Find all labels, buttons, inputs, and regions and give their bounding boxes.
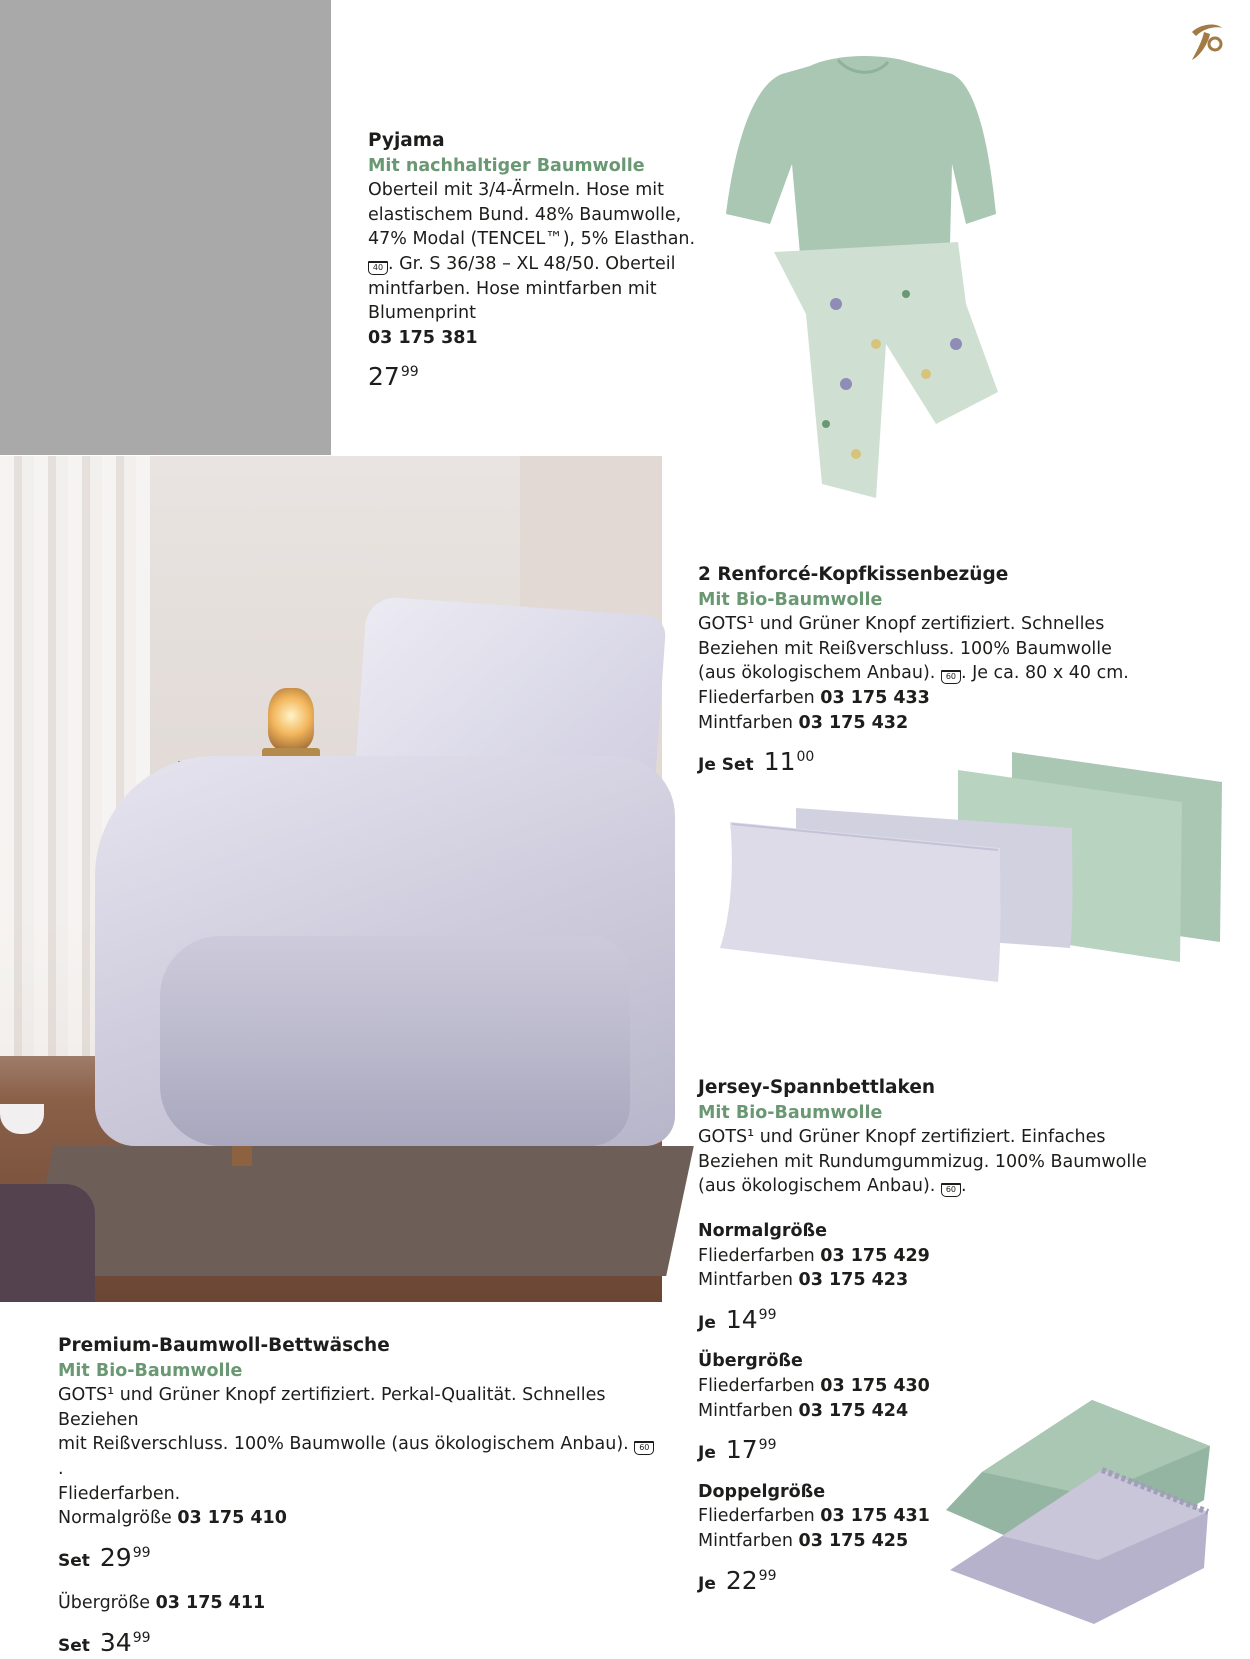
jersey-variant-art: 03 175 431 <box>820 1506 930 1527</box>
cup <box>0 1104 44 1134</box>
jersey-origin-line <box>698 1174 1228 1199</box>
pillows-image <box>712 752 1232 988</box>
bettwaesche-normal-price <box>58 1539 658 1574</box>
lamp <box>268 688 314 750</box>
pyjama-block <box>368 129 698 391</box>
kissen-variant <box>698 686 1218 711</box>
jersey-variant <box>698 1244 1228 1269</box>
kissen-size: . Je ca. 80 x 40 cm. <box>960 663 1129 684</box>
jersey-price <box>698 1301 1228 1336</box>
gray-panel <box>0 0 331 455</box>
jersey-price-prefix: Je <box>698 1312 716 1333</box>
jersey-size-name: Doppelgröße <box>698 1481 826 1502</box>
kissen-block <box>698 563 1218 778</box>
jersey-variant-label: Fliederfarben <box>698 1375 815 1396</box>
pyjama-subtitle: Mit nachhaltiger Baumwolle <box>368 155 645 176</box>
bettwaesche-ueber-price <box>58 1624 658 1659</box>
jersey-variant-art: 03 175 425 <box>798 1530 909 1551</box>
bettwaesche-normal-prefix: Set <box>58 1550 90 1571</box>
jersey-size-name: Übergröße <box>698 1351 803 1372</box>
jersey-price-prefix: Je <box>698 1443 716 1464</box>
bettwaesche-ueber-cents: 99 <box>132 1629 151 1646</box>
kissen-variant-label: Fliederfarben <box>698 687 815 708</box>
kissen-variant-label: Mintfarben <box>698 712 793 733</box>
bettwaesche-title: Premium-Baumwoll-Bettwäsche <box>58 1335 390 1356</box>
jersey-price-cents: 99 <box>758 1567 777 1584</box>
duvet-fold <box>160 936 630 1146</box>
bettwaesche-ueber <box>58 1591 658 1616</box>
jersey-title: Jersey-Spannbettlaken <box>698 1077 936 1098</box>
pyjama-size-line <box>368 252 698 277</box>
jersey-origin-end: . <box>960 1176 967 1197</box>
kissen-title: 2 Renforcé-Kopfkissenbezüge <box>698 564 1009 585</box>
bettwaesche-normal-art: 03 175 410 <box>177 1508 287 1529</box>
kissen-variant-art: 03 175 433 <box>820 687 930 708</box>
kissen-price-prefix: Je Set <box>698 755 754 776</box>
kissen-origin: (aus ökologischem Anbau). <box>698 663 941 684</box>
wash-60-icon: 60 <box>941 1183 961 1197</box>
bettwaesche-normal <box>58 1506 658 1531</box>
kissen-subtitle: Mit Bio-Baumwolle <box>698 589 883 610</box>
jersey-subtitle: Mit Bio-Baumwolle <box>698 1102 883 1123</box>
kissen-size-line <box>698 661 1218 686</box>
jersey-variant-art: 03 175 424 <box>798 1400 909 1421</box>
pyjama-article-number: 03 175 381 <box>368 327 478 348</box>
bettwaesche-ueber-label: Übergröße <box>58 1593 150 1614</box>
stool <box>0 1184 95 1302</box>
fitted-sheets-image <box>942 1400 1222 1624</box>
jersey-price-prefix: Je <box>698 1573 716 1594</box>
bettwaesche-ueber-main: 34 <box>99 1627 132 1657</box>
brand-logo-icon <box>1186 22 1226 64</box>
jersey-variant <box>698 1268 1228 1293</box>
wash-60-icon: 60 <box>634 1441 654 1455</box>
pyjama-image <box>726 44 1022 498</box>
kissen-variant <box>698 711 1218 736</box>
jersey-description: GOTS¹ und Grüner Knopf zertifiziert. Einfaches Beziehen mit Rundumgummizug. 100% Baumwolle <box>698 1127 1147 1172</box>
bedroom-image <box>0 456 662 1302</box>
bettwaesche-ueber-art: 03 175 411 <box>155 1593 266 1614</box>
pyjama-title: Pyjama <box>368 130 445 151</box>
bettwaesche-origin: mit Reißverschluss. 100% Baumwolle (aus ökologischem Anbau). <box>58 1434 635 1455</box>
jersey-variant-label: Mintfarben <box>698 1530 793 1551</box>
wash-60-icon: 60 <box>941 670 961 684</box>
jersey-variant-label: Fliederfarben <box>698 1245 815 1266</box>
pyjama-price-main: 27 <box>368 362 400 392</box>
jersey-origin: (aus ökologischem Anbau). <box>698 1176 941 1197</box>
bettwaesche-color: Fliederfarben. <box>58 1483 181 1504</box>
pyjama-colors: mintfarben. Hose mintfarben mit Blumenprint <box>368 278 657 324</box>
pyjama-sizes: . Gr. S 36/38 – XL 48/50. Oberteil <box>388 253 676 274</box>
jersey-price-cents: 99 <box>758 1437 777 1454</box>
bettwaesche-block <box>58 1334 658 1659</box>
jersey-price-main: 17 <box>725 1435 758 1465</box>
jersey-variant-label: Mintfarben <box>698 1400 793 1421</box>
bettwaesche-normal-main: 29 <box>99 1542 132 1572</box>
kissen-variant-art: 03 175 432 <box>798 712 909 733</box>
bettwaesche-origin-line <box>58 1432 658 1481</box>
kissen-description: GOTS¹ und Grüner Knopf zertifiziert. Schnelles Beziehen mit Reißverschluss. 100% Baumwolle <box>698 614 1112 659</box>
jersey-variant-label: Fliederfarben <box>698 1506 815 1527</box>
bettwaesche-ueber-prefix: Set <box>58 1635 90 1656</box>
bettwaesche-description: GOTS¹ und Grüner Knopf zertifiziert. Perkal-Qualität. Schnelles Beziehen <box>58 1385 606 1430</box>
jersey-variant-art: 03 175 429 <box>820 1245 930 1266</box>
wash-40-icon: 40 <box>368 261 388 275</box>
pyjama-price <box>368 358 698 391</box>
pyjama-price-cents: 99 <box>400 364 419 381</box>
jersey-variant-art: 03 175 430 <box>820 1375 930 1396</box>
jersey-variant <box>698 1374 1228 1399</box>
jersey-price-main: 14 <box>725 1304 758 1334</box>
bettwaesche-normal-label: Normalgröße <box>58 1508 172 1529</box>
jersey-price-cents: 99 <box>758 1306 777 1323</box>
kissen-price-main: 11 <box>763 747 796 777</box>
jersey-variant-art: 03 175 423 <box>798 1270 909 1291</box>
jersey-price-main: 22 <box>725 1565 758 1595</box>
kissen-price-cents: 00 <box>796 749 815 766</box>
bettwaesche-normal-cents: 99 <box>132 1544 151 1561</box>
rug <box>26 1146 694 1276</box>
pyjama-description: Oberteil mit 3/4-Ärmeln. Hose mit elastischem Bund. 48% Baumwolle, 47% Modal (TENCEL™), 5% Elasthan. <box>368 180 696 250</box>
jersey-size-name: Normalgröße <box>698 1220 827 1241</box>
bettwaesche-origin-end: . <box>58 1458 64 1479</box>
jersey-variant-label: Mintfarben <box>698 1270 793 1291</box>
bettwaesche-subtitle: Mit Bio-Baumwolle <box>58 1360 243 1381</box>
